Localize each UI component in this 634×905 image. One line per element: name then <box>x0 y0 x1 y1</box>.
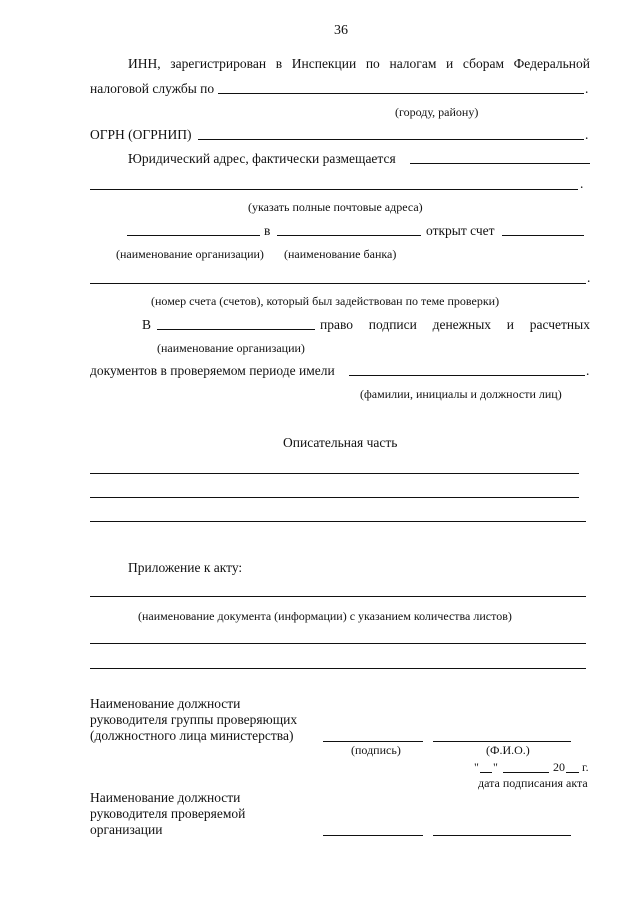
persons-blank[interactable] <box>349 375 585 376</box>
descriptive-title: Описательная часть <box>283 435 398 450</box>
rights-org-blank[interactable] <box>157 329 315 330</box>
fio-blank-2[interactable] <box>433 835 571 836</box>
hint-appendix: (наименование документа (информации) с указанием количества листов) <box>138 609 512 623</box>
hint-fio: (Ф.И.О.) <box>486 743 530 757</box>
date-year-blank[interactable] <box>566 772 579 773</box>
hint-persons: (фамилии, инициалы и должности лиц) <box>360 387 562 401</box>
rights-line-1 <box>320 318 590 332</box>
inn-word: Федеральной <box>513 56 590 71</box>
signature-blank[interactable] <box>323 741 423 742</box>
ogrn-label: ОГРН (ОГРНИП) <box>90 127 192 142</box>
rights-line-2-lead: документов в проверяемом периоде имели <box>90 363 335 378</box>
date-month-blank[interactable] <box>503 772 549 773</box>
hint-signature: (подпись) <box>351 743 401 757</box>
inn-word: и <box>446 56 454 71</box>
tax-office-blank[interactable] <box>218 93 584 94</box>
address-blank[interactable] <box>410 163 590 164</box>
hint-bank: (наименование банка) <box>284 247 397 261</box>
inn-word: сборам <box>462 56 504 71</box>
appendix-line-1[interactable] <box>90 596 586 597</box>
descriptive-line-2[interactable] <box>90 497 579 498</box>
rights-word: и <box>506 317 515 332</box>
inn-line-1 <box>128 57 590 71</box>
inn-word: Инспекции <box>291 56 357 71</box>
end-dot: . <box>586 363 590 378</box>
end-dot: . <box>587 270 591 285</box>
hint-org: (наименование организации) <box>116 247 264 261</box>
hint-city: (городу, району) <box>395 105 479 119</box>
hint-org-2: (наименование организации) <box>157 341 305 355</box>
inn-word: налогам <box>389 56 437 71</box>
date-year: 20 <box>553 760 565 774</box>
sign2-line-1: Наименование должности <box>90 790 241 805</box>
in-word: в <box>264 223 271 238</box>
end-dot: . <box>580 176 584 191</box>
hint-date: дата подписания акта <box>478 776 588 790</box>
ogrn-blank[interactable] <box>198 139 584 140</box>
descriptive-line-3[interactable] <box>90 521 586 522</box>
sign2-line-3: организации <box>90 822 163 837</box>
address-label: Юридический адрес, фактически размещается <box>128 151 396 166</box>
rights-word: право <box>320 317 353 332</box>
signature-blank-2[interactable] <box>323 835 423 836</box>
inn-word: ИНН, <box>128 56 161 71</box>
address-blank-2[interactable] <box>90 189 578 190</box>
rights-lead: В <box>142 317 152 332</box>
date-quote-close: " <box>493 760 498 774</box>
hint-addresses: (указать полные почтовые адреса) <box>248 200 423 214</box>
account-number-blank[interactable] <box>502 235 584 236</box>
opened-label: открыт счет <box>426 223 495 238</box>
rights-word: подписи <box>368 317 417 332</box>
end-dot: . <box>585 81 589 96</box>
inn-line-2-lead: налоговой службы по <box>90 81 215 96</box>
appendix-title: Приложение к акту: <box>128 560 243 575</box>
rights-word: денежных <box>432 317 492 332</box>
appendix-line-3[interactable] <box>90 668 586 669</box>
bank-blank[interactable] <box>277 235 421 236</box>
sign1-line-1: Наименование должности <box>90 696 241 711</box>
rights-word: расчетных <box>529 317 590 332</box>
date-day-blank[interactable] <box>480 772 492 773</box>
fio-blank[interactable] <box>433 741 571 742</box>
end-dot: . <box>585 127 589 142</box>
sign1-line-2: руководителя группы проверяющих <box>90 712 298 727</box>
descriptive-line-1[interactable] <box>90 473 579 474</box>
date-suffix: г. <box>582 760 589 774</box>
hint-account-number: (номер счета (счетов), который был задействован по теме проверки) <box>151 294 500 308</box>
date-quote-open: " <box>474 760 479 774</box>
sign1-line-3: (должностного лица министерства) <box>90 728 294 743</box>
page-number: 36 <box>334 23 348 38</box>
appendix-line-2[interactable] <box>90 643 586 644</box>
account-blank-2[interactable] <box>90 283 586 284</box>
inn-word: в <box>275 56 283 71</box>
inn-word: зарегистрирован <box>170 56 267 71</box>
account-org-blank[interactable] <box>127 235 260 236</box>
inn-word: по <box>365 56 380 71</box>
sign2-line-2: руководителя проверяемой <box>90 806 246 821</box>
